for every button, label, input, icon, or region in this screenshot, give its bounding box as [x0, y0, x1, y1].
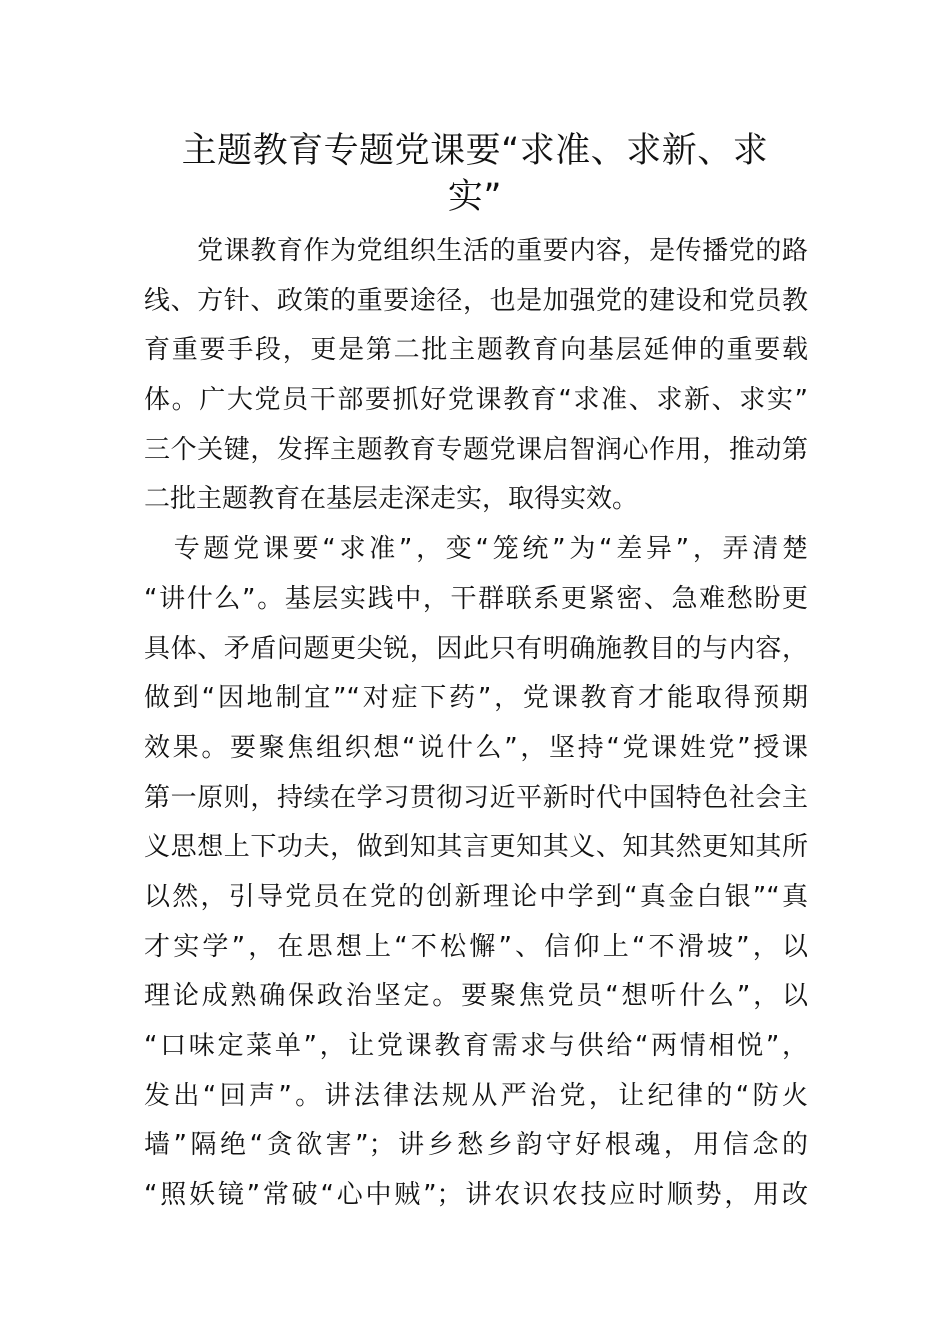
text-line: 才实学”，在思想上“不松懈”、信仰上“不滑坡”，以	[144, 931, 808, 962]
text-line: 理论成熟确保政治坚定。要聚焦党员“想听什么”，以	[144, 981, 808, 1012]
document-title	[120, 128, 830, 220]
text-line: 专题党课要“求准”，变“笼统”为“差异”，弄清楚	[144, 534, 808, 565]
paragraph-1	[144, 227, 808, 525]
text-line: “口味定菜单”，让党课教育需求与供给“两情相悦”，	[144, 1031, 808, 1061]
text-line: 墙”隔绝“贪欲害”；讲乡愁乡韵守好根魂，用信念的	[144, 1130, 808, 1161]
text-line: 育重要手段，更是第二批主题教育向基层延伸的重要载	[144, 335, 808, 366]
text-line: “讲什么”。基层实践中，干群联系更紧密、急难愁盼更	[144, 583, 808, 614]
text-line: 第一原则，持续在学习贯彻习近平新时代中国特色社会主	[144, 782, 808, 813]
title-line-1: 主题教育专题党课要“求准、求新、求	[181, 131, 769, 171]
title-line-2: 实”	[447, 177, 503, 217]
document-body	[144, 227, 808, 1221]
text-line: 做到“因地制宜”“对症下药”，党课教育才能取得预期	[144, 683, 808, 714]
text-line: 二批主题教育在基层走深走实，取得实效。	[144, 484, 639, 515]
paragraph-2	[144, 525, 808, 1221]
text-line: 以然，引导党员在党的创新理论中学到“真金白银”“真	[144, 881, 808, 912]
text-line: 体。广大党员干部要抓好党课教育“求准、求新、求实”	[144, 385, 808, 416]
text-line: 义思想上下功夫，做到知其言更知其义、知其然更知其所	[144, 832, 808, 863]
text-line: 效果。要聚焦组织想“说什么”，坚持“党课姓党”授课	[144, 732, 808, 763]
text-line: 三个关键，发挥主题教育专题党课启智润心作用，推动第	[144, 434, 808, 465]
text-line: 发出“回声”。讲法律法规从严治党，让纪律的“防火	[144, 1080, 808, 1111]
text-line: 线、方针、政策的重要途径，也是加强党的建设和党员教	[144, 285, 808, 316]
text-line: “照妖镜”常破“心中贼”；讲农识农技应时顺势，用改	[144, 1180, 808, 1211]
text-line: 党课教育作为党组织生活的重要内容，是传播党的路	[144, 236, 808, 266]
text-line: 具体、矛盾问题更尖锐，因此只有明确施教目的与内容，	[144, 633, 808, 664]
